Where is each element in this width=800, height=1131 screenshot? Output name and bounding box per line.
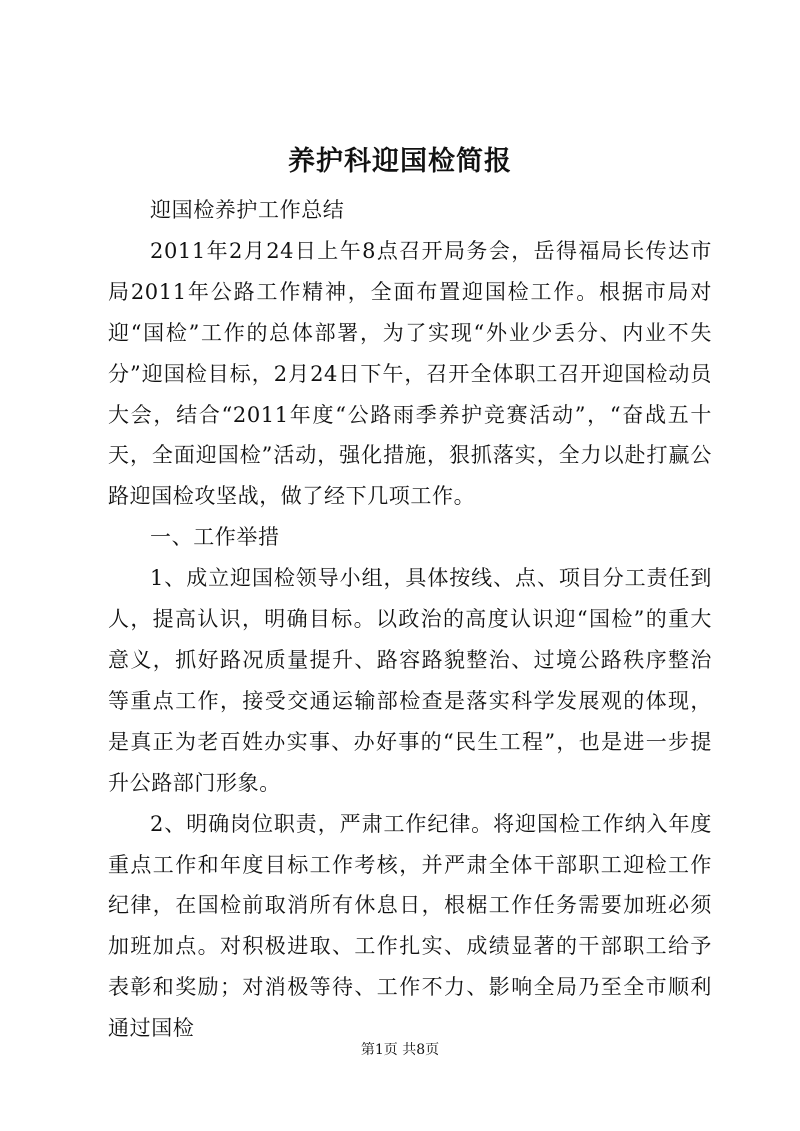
paragraph-intro: 2011年2月24日上午8点召开局务会，岳得福局长传达市局2011年公路工作精神，全面布置迎国检工作。根据市局对迎“国检”工作的总体部署，为了实现“外业少丢分、内业不失分”迎国检目标，2月24日下午，召开全体职工召开迎国检动员大会，结合“2011年度“公路雨季养护竞赛活动”，“奋战五十天，全面迎国检”活动，强化措施，狠抓落实，全力以赴打赢公路迎国检攻坚战，做了经下几项工作。 <box>108 238 712 509</box>
section-heading: 一、工作举措 <box>150 525 280 550</box>
page-number-footer: 第1页 共8页 <box>360 1042 440 1058</box>
document-body <box>108 190 712 1049</box>
paragraph-subtitle: 迎国检养护工作总结 <box>150 198 345 222</box>
paragraph-item-2: 2、明确岗位职责，严肃工作纪律。将迎国检工作纳入年度重点工作和年度目标工作考核，并严肃全体干部职工迎检工作纪律，在国检前取消所有休息日，根椐工作任务需要加班必须加班加点。对积极进取、工作扎实、成绩显著的干部职工给予表彰和奖励；对消极等待、工作不力、影响全局乃至全市顺利通过国检 <box>108 811 712 1041</box>
paragraph-item-1: 1、成立迎国检领导小组，具体按线、点、项目分工责任到人，提高认识，明确目标。以政治的高度认识迎“国检”的重大意义，抓好路况质量提升、路容路貌整治、过境公路秩序整治等重点工作，接受交通运输部检查是落实科学发展观的体现，是真正为老百姓办实事、办好事的“民生工程”，也是进一步提升公路部门形象。 <box>108 566 712 795</box>
document-title: 养护科迎国检简报 <box>288 146 512 177</box>
